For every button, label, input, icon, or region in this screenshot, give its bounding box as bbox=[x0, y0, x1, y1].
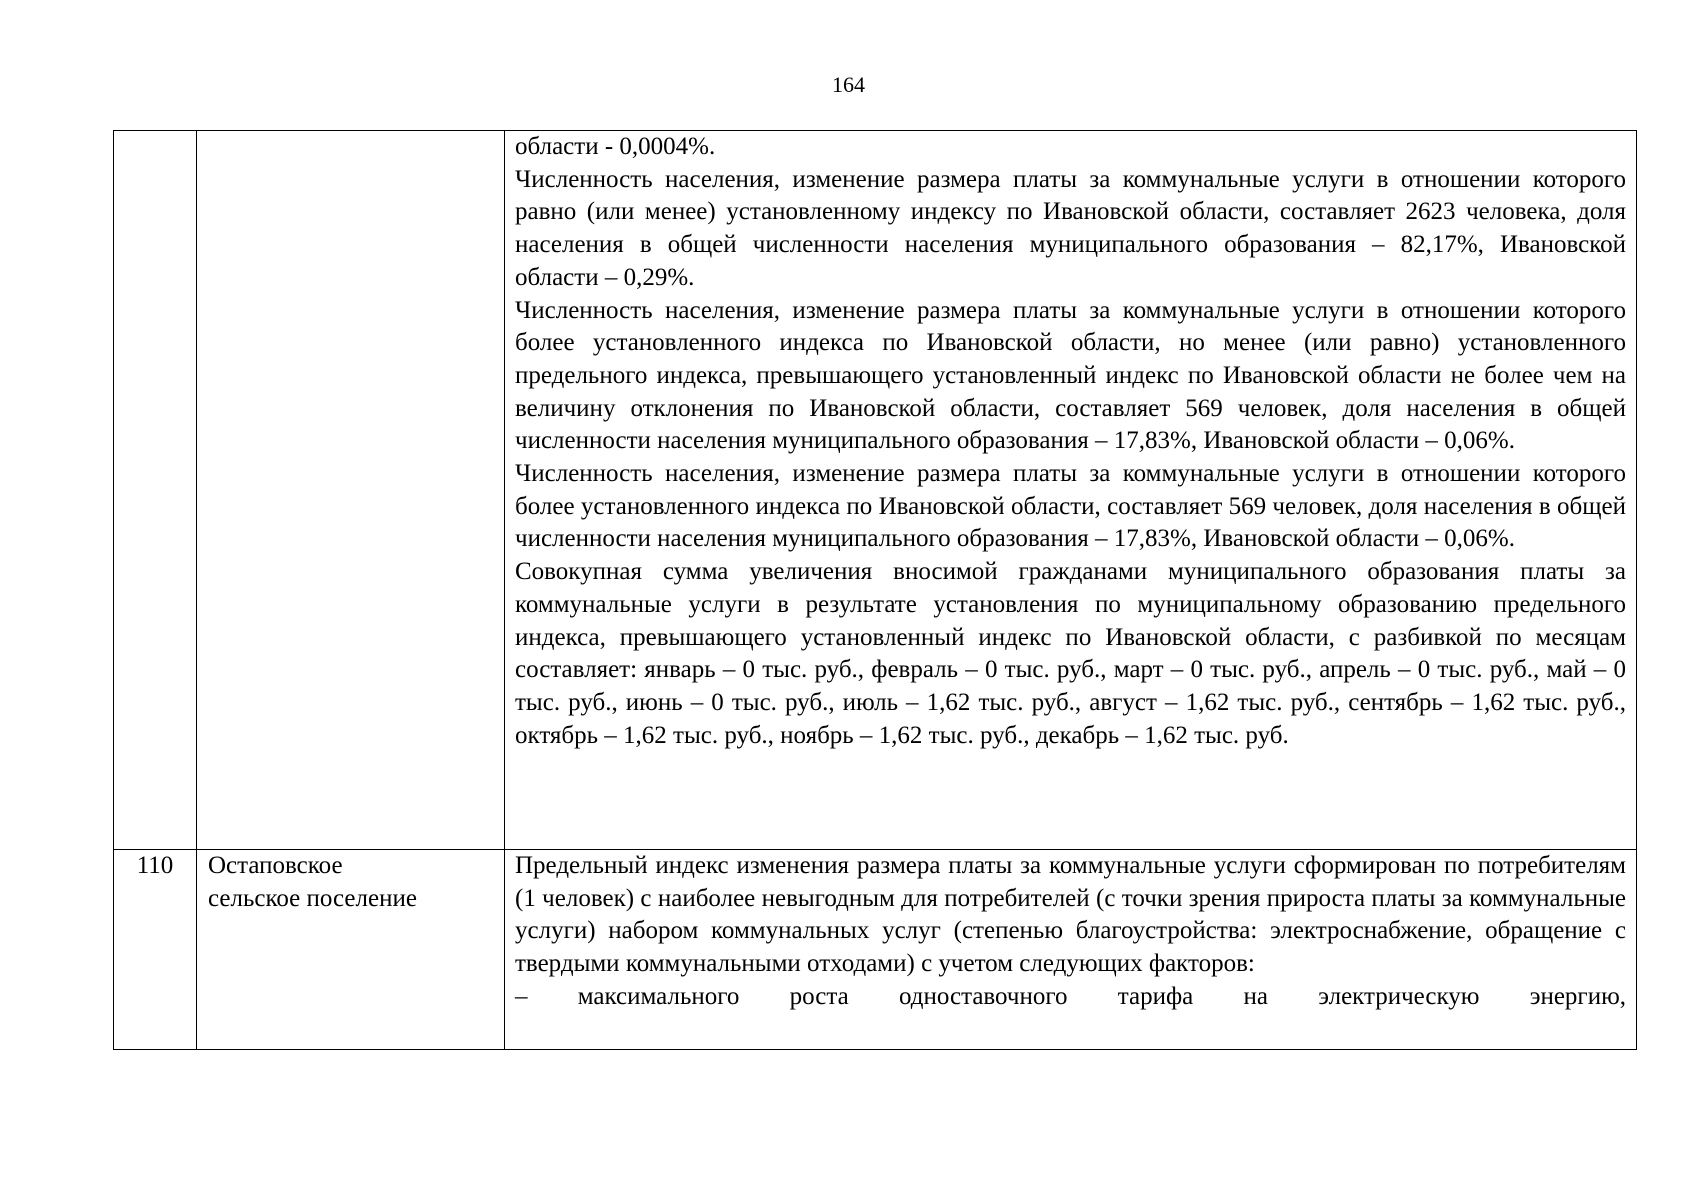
row-number-cell bbox=[114, 131, 197, 850]
municipality-name-line: Остаповское bbox=[208, 852, 343, 879]
description-cell bbox=[505, 850, 1637, 1050]
paragraph: Численность населения, изменение размера платы за коммунальные услуги в отношении которого равно (или менее) установленному индексу по Ивановской области, составляет 2623 человека, доля населения в общей численности населения муниципального образования – 82,17%, Ивановской области – 0,29%. bbox=[515, 165, 1626, 291]
municipality-name-cell bbox=[197, 850, 505, 1050]
row-number-cell: 110 bbox=[114, 850, 197, 1050]
municipality-name-cell bbox=[197, 131, 505, 850]
description-cell bbox=[505, 131, 1637, 850]
table-row bbox=[114, 131, 1637, 850]
index-table bbox=[113, 130, 1637, 1050]
paragraph: Совокупная сумма увеличения вносимой гражданами муниципального образования платы за коммунальные услуги в результате установления по муниципальному образованию предельного индекса, превышающего установленный индекс по Ивановской области, с разбивкой по месяцам составляет: январь – 0 тыс. руб., февраль – 0 тыс. руб., март – 0 тыс. руб., апрель – 0 тыс. руб., май – 0 тыс. руб., июнь – 0 тыс. руб., июль – 1,62 тыс. руб., август – 1,62 тыс. руб., сентябрь – 1,62 тыс. руб., октябрь – 1,62 тыс. руб., ноябрь – 1,62 тыс. руб., декабрь – 1,62 тыс. руб. bbox=[515, 558, 1626, 749]
paragraph: области - 0,0004%. bbox=[515, 133, 716, 160]
table-row bbox=[114, 850, 1637, 1050]
paragraph: Численность населения, изменение размера платы за коммунальные услуги в отношении которого более установленного индекса по Ивановской области, составляет 569 человек, доля населения в общей численности населения муниципального образования – 17,83%, Ивановской области – 0,06%. bbox=[515, 460, 1626, 553]
page-number: 164 bbox=[832, 72, 865, 97]
paragraph: Численность населения, изменение размера платы за коммунальные услуги в отношении которого более установленного индекса по Ивановской области, но менее (или равно) установленного предельного индекса, превышающего установленный индекс по Ивановской области не более чем на величину отклонения по Ивановской области, составляет 569 человек, доля населения в общей численности населения муниципального образования – 17,83%, Ивановской области – 0,06%. bbox=[515, 296, 1626, 455]
paragraph: – максимального роста одноставочного тарифа на электрическую энергию, bbox=[515, 982, 1626, 1010]
paragraph: Предельный индекс изменения размера платы за коммунальные услуги сформирован по потребителям (1 человек) с наиболее невыгодным для потребителей (с точки зрения прироста платы за коммунальные услуги) набором коммунальных услуг (степенью благоустройства: электроснабжение, обращение с твердыми коммунальными отходами) с учетом следующих факторов: bbox=[515, 852, 1626, 978]
municipality-name-line: сельское поселение bbox=[208, 884, 417, 912]
